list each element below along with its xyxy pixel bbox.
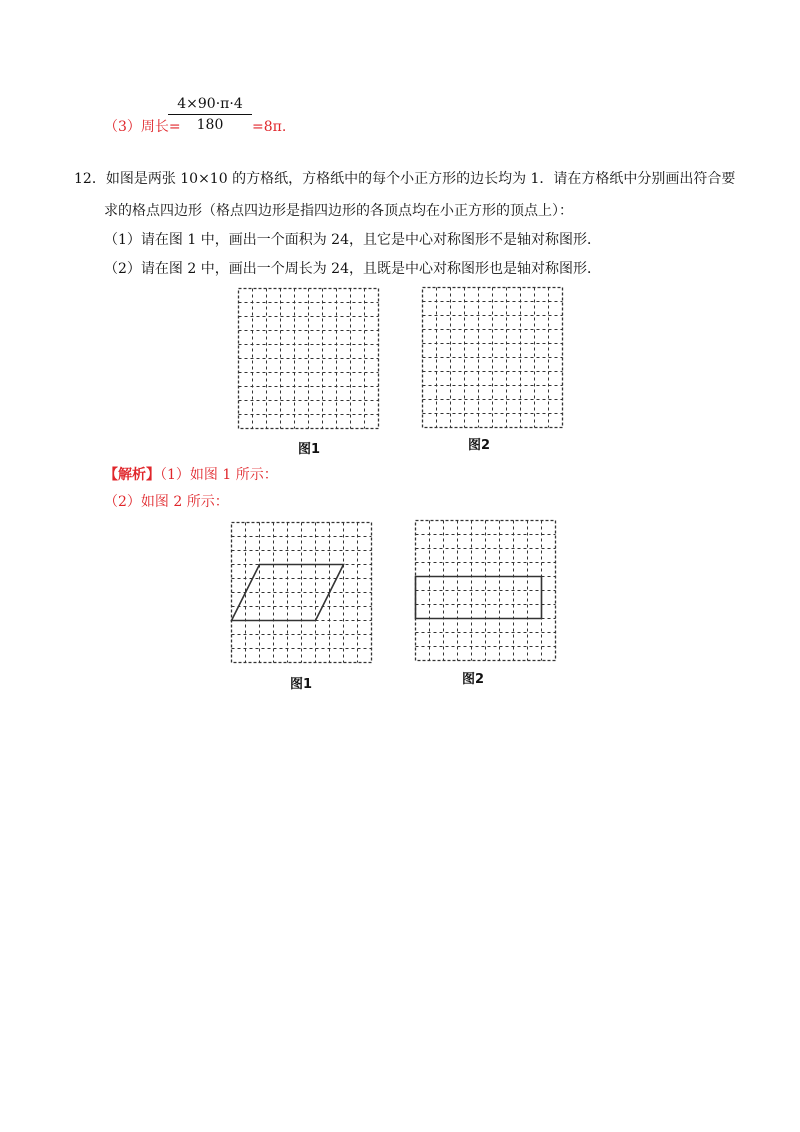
solution-part-2: （2）如图 2 所示： bbox=[104, 494, 229, 510]
question-line-1: 12．如图是两张 10×10 的方格纸，方格纸中的每个小正方形的边长均为 1．请在方格纸中分别画出符合要 bbox=[74, 171, 736, 187]
answer-grid-figure-2 bbox=[413, 518, 558, 663]
fraction-denominator: 180 bbox=[196, 117, 224, 133]
question-grid-figure-2 bbox=[420, 285, 565, 430]
answer-grid-figure-1 bbox=[229, 520, 374, 665]
question-line-2: 求的格点四边形（格点四边形是指四边形的各顶点均在小正方形的顶点上）： bbox=[104, 203, 573, 219]
solution-part-1 bbox=[104, 465, 278, 485]
fraction-numerator: 4×90·π·4 bbox=[177, 96, 243, 112]
question-part-2: （2）请在图 2 中，画出一个周长为 24，且既是中心对称图形也是轴对称图形． bbox=[104, 261, 601, 277]
solution-part-1-text: （1）如图 1 所示： bbox=[160, 467, 278, 483]
question-figure-1-caption: 图1 bbox=[298, 442, 321, 457]
prev-answer-result: =8π. bbox=[252, 119, 287, 135]
solution-tag: 【解析】 bbox=[104, 467, 160, 483]
rectangle-shape bbox=[416, 577, 542, 619]
question-figure-2-caption: 图2 bbox=[468, 438, 491, 453]
prev-answer-label: （3）周长= bbox=[104, 119, 181, 135]
question-grid-figure-1 bbox=[236, 286, 381, 431]
question-part-1: （1）请在图 1 中，画出一个面积为 24，且它是中心对称图形不是轴对称图形． bbox=[104, 232, 601, 248]
answer-figure-2-caption: 图2 bbox=[462, 672, 485, 687]
answer-figure-1-caption: 图1 bbox=[290, 677, 313, 692]
